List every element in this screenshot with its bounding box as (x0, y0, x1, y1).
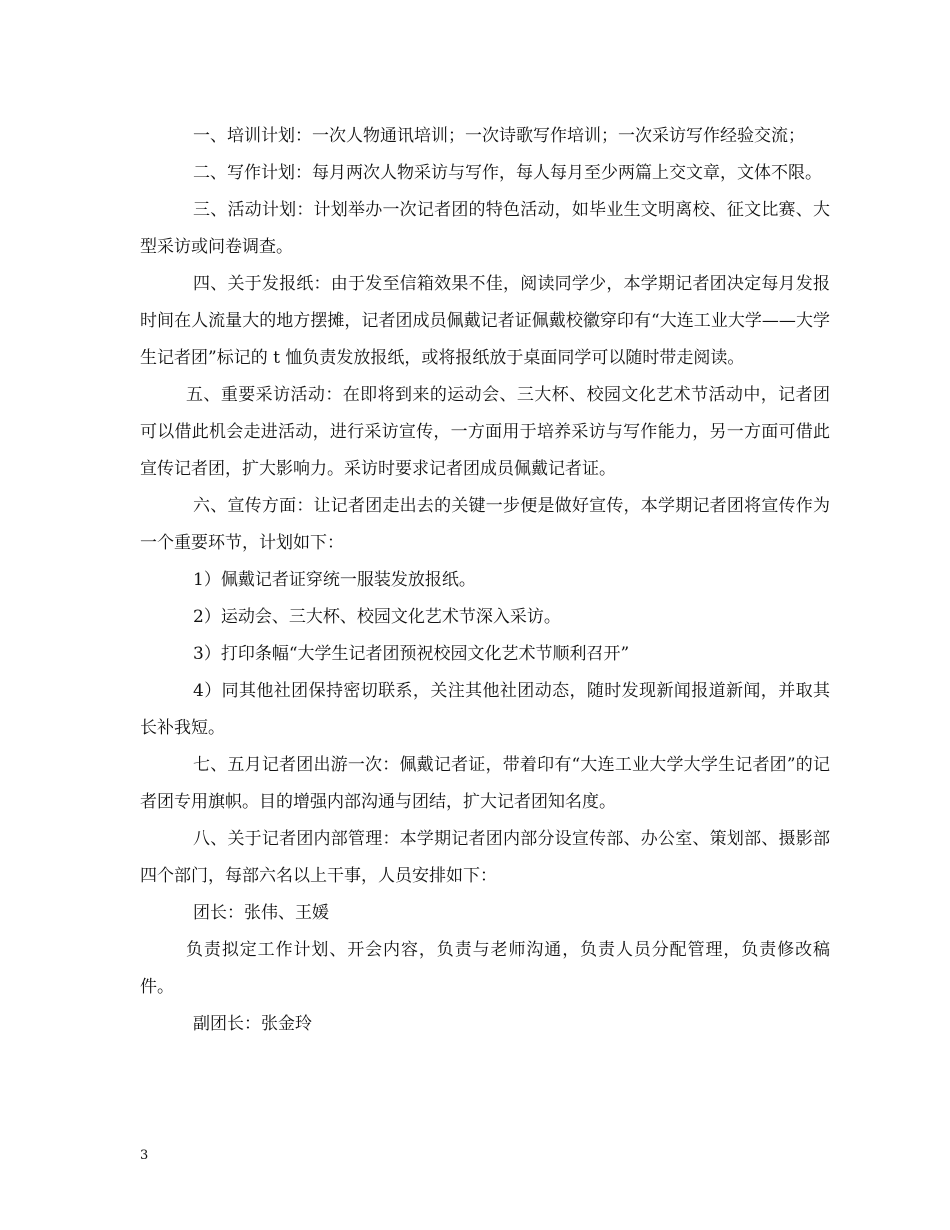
paragraph-activity-plan: 三、活动计划：计划举办一次记者团的特色活动，如毕业生文明离校、征文比赛、大型采访或问卷调查。 (140, 200, 830, 257)
list-item-publicity-1: 1）佩戴记者证穿统一服装发放报纸。 (193, 570, 476, 590)
page-number: 3 (140, 1148, 149, 1163)
list-item-publicity-4: 4）同其他社团保持密切联系，关注其他社团动态，随时发现新闻报道新闻，并取其长补我短。 (140, 681, 830, 738)
document-body (140, 118, 830, 1043)
paragraph-deputy-leader: 副团长：张金玲 (193, 1014, 312, 1034)
paragraph-writing-plan: 二、写作计划：每月两次人物采访与写作，每人每月至少两篇上交文章，文体不限。 (193, 163, 822, 183)
paragraph-internal-management: 八、关于记者团内部管理：本学期记者团内部分设宣传部、办公室、策划部、摄影部四个部门，每部六名以上干事，人员安排如下： (140, 829, 830, 886)
paragraph-team-leader: 团长：张伟、王媛 (193, 903, 329, 923)
paragraph-newspaper-distribution: 四、关于发报纸：由于发至信箱效果不佳，阅读同学少，本学期记者团决定每月发报时间在人流量大的地方摆摊，记者团成员佩戴记者证佩戴校徽穿印有“大连工业大学——大学生记者团”标记的 t 恤负责发放报纸，或将报纸放于桌面同学可以随时带走阅读。 (140, 274, 830, 368)
list-item-publicity-2: 2）运动会、三大杯、校园文化艺术节深入采访。 (193, 607, 561, 627)
list-item-publicity-3: 3）打印条幅“大学生记者团预祝校园文化艺术节顺利召开” (193, 644, 630, 664)
paragraph-training-plan: 一、培训计划：一次人物通讯培训；一次诗歌写作培训；一次采访写作经验交流； (193, 126, 805, 146)
paragraph-may-outing: 七、五月记者团出游一次：佩戴记者证，带着印有“大连工业大学大学生记者团”的记者团专用旗帜。目的增强内部沟通与团结，扩大记者团知名度。 (140, 755, 830, 812)
paragraph-publicity: 六、宣传方面：让记者团走出去的关键一步便是做好宣传，本学期记者团将宣传作为一个重要环节，计划如下： (140, 496, 830, 553)
paragraph-important-interviews: 五、重要采访活动：在即将到来的运动会、三大杯、校园文化艺术节活动中，记者团可以借此机会走进活动，进行采访宣传，一方面用于培养采访与写作能力，另一方面可借此宣传记者团，扩大影响力。采访时要求记者团成员佩戴记者证。 (140, 385, 830, 479)
paragraph-team-leader-duties: 负责拟定工作计划、开会内容，负责与老师沟通，负责人员分配管理，负责修改稿件。 (140, 940, 830, 997)
